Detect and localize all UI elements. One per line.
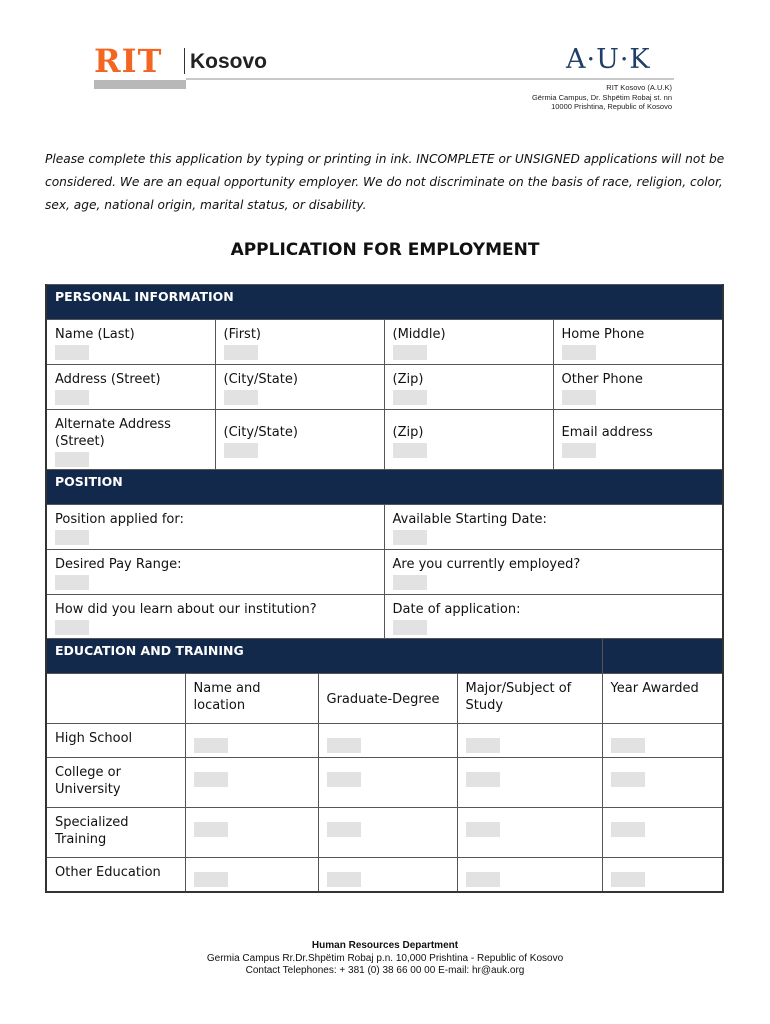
education-cell [457, 808, 602, 858]
section-heading-personal: PERSONAL INFORMATION [46, 285, 723, 320]
education-cell [185, 724, 318, 758]
cell-position-applied [46, 505, 384, 550]
label: Address (Street) [55, 372, 161, 387]
address-zip-input[interactable] [393, 390, 427, 405]
label: (First) [223, 327, 262, 342]
cell-alt-address-zip [384, 410, 553, 473]
name-first-input[interactable] [224, 345, 258, 360]
label: (City/State) [223, 425, 298, 440]
auk-address-line: Gërmia Campus, Dr. Shpëtim Robaj st. nn [531, 92, 672, 102]
cell-address-street [46, 365, 215, 410]
position-table [45, 469, 724, 641]
education-training-table [45, 638, 724, 893]
section-heading-education: EDUCATION AND TRAINING [46, 639, 602, 674]
intro-text: Please complete this application by typing or printing in ink. INCOMPLETE or UNSIGNED applications will not be considered. We are an equal opportunity employer. We do not discriminate on the basis of race, religion, color, sex, age, national origin, marital status, or disability. [45, 152, 725, 212]
education-cell [318, 724, 457, 758]
currently-employed-input[interactable] [393, 575, 427, 590]
label: Available Starting Date: [392, 512, 547, 527]
training-name-input[interactable] [194, 822, 228, 837]
cell-pay-range [46, 550, 384, 595]
header-rule [186, 78, 674, 80]
page-title: APPLICATION FOR EMPLOYMENT [230, 240, 540, 260]
pay-range-input[interactable] [55, 575, 89, 590]
college-degree-input[interactable] [327, 772, 361, 787]
alt-address-street-input[interactable] [55, 452, 89, 467]
footer-address: Germia Campus Rr.Dr.Shpëtim Robaj p.n. 10,000 Prishtina - Republic of Kosovo [206, 952, 564, 964]
auk-address-line: RIT Kosovo (A.U.K) [606, 83, 672, 92]
referral-source-input[interactable] [55, 620, 89, 635]
row-label-specialized-training: Specialized Training [46, 808, 185, 858]
personal-information-table [45, 284, 724, 473]
label: Home Phone [561, 327, 645, 342]
label: Are you currently employed? [392, 557, 581, 572]
cell-address-zip [384, 365, 553, 410]
label: Email address [561, 425, 653, 440]
cell-referral-source [46, 595, 384, 641]
other-education-year-input[interactable] [611, 872, 645, 887]
rit-logo-text: RIT [94, 42, 163, 80]
cell-application-date [384, 595, 723, 641]
cell-address-city [215, 365, 384, 410]
rit-kosovo-text: Kosovo [190, 50, 268, 73]
high-school-name-input[interactable] [194, 738, 228, 753]
cell-alt-address-street [46, 410, 215, 473]
label: (Middle) [392, 327, 446, 342]
college-major-input[interactable] [466, 772, 500, 787]
email-address-input[interactable] [562, 443, 596, 458]
label: (Zip) [392, 425, 424, 440]
position-applied-input[interactable] [55, 530, 89, 545]
label: Desired Pay Range: [55, 557, 182, 572]
row-label-high-school: High School [46, 724, 185, 758]
label: Alternate Address (Street) [55, 417, 171, 449]
label: (Zip) [392, 372, 424, 387]
cell-name-last [46, 320, 215, 365]
home-phone-input[interactable] [562, 345, 596, 360]
education-cell [602, 808, 723, 858]
label: How did you learn about our institution? [55, 602, 317, 617]
name-last-input[interactable] [55, 345, 89, 360]
cell-name-first [215, 320, 384, 365]
footer-department: Human Resources Department [311, 940, 459, 951]
cell-email-address [553, 410, 723, 473]
column-header-year-awarded: Year Awarded [602, 674, 723, 724]
start-date-input[interactable] [393, 530, 427, 545]
education-cell [602, 724, 723, 758]
education-cell [602, 758, 723, 808]
training-year-input[interactable] [611, 822, 645, 837]
label: Position applied for: [55, 512, 184, 527]
education-cell [318, 808, 457, 858]
label: Name (Last) [55, 327, 135, 342]
alt-address-zip-input[interactable] [393, 443, 427, 458]
column-header-major: Major/Subject of Study [457, 674, 602, 724]
cell-home-phone [553, 320, 723, 365]
row-label-other-education: Other Education [46, 858, 185, 893]
alt-address-city-input[interactable] [224, 443, 258, 458]
education-cell [318, 758, 457, 808]
address-street-input[interactable] [55, 390, 89, 405]
column-header-blank [46, 674, 185, 724]
education-cell [457, 758, 602, 808]
high-school-major-input[interactable] [466, 738, 500, 753]
section-heading-position: POSITION [46, 470, 723, 505]
other-education-major-input[interactable] [466, 872, 500, 887]
logo-bar [94, 80, 186, 89]
training-major-input[interactable] [466, 822, 500, 837]
education-cell [185, 858, 318, 893]
footer-contact: Contact Telephones: + 381 (0) 38 66 00 00 E-mail: hr@auk.org [245, 965, 525, 976]
other-education-degree-input[interactable] [327, 872, 361, 887]
education-cell [185, 758, 318, 808]
label: Other Phone [561, 372, 643, 387]
label: Date of application: [392, 602, 521, 617]
footer [0, 940, 770, 978]
education-cell [318, 858, 457, 893]
education-cell [185, 808, 318, 858]
column-header-name-location: Name and location [185, 674, 318, 724]
other-phone-input[interactable] [562, 390, 596, 405]
logo-divider [184, 48, 185, 74]
high-school-degree-input[interactable] [327, 738, 361, 753]
auk-address-line: 10000 Prishtina, Republic of Kosovo [551, 102, 672, 111]
application-date-input[interactable] [393, 620, 427, 635]
auk-address [532, 83, 672, 112]
cell-other-phone [553, 365, 723, 410]
college-year-input[interactable] [611, 772, 645, 787]
education-cell [457, 858, 602, 893]
other-education-name-input[interactable] [194, 872, 228, 887]
education-cell [457, 724, 602, 758]
college-name-input[interactable] [194, 772, 228, 787]
cell-currently-employed [384, 550, 723, 595]
address-city-input[interactable] [224, 390, 258, 405]
cell-start-date [384, 505, 723, 550]
cell-alt-address-city [215, 410, 384, 473]
name-middle-input[interactable] [393, 345, 427, 360]
row-label-college: College or University [46, 758, 185, 808]
section-heading-blank [602, 639, 723, 674]
auk-logo: A·U·K [566, 44, 651, 75]
label: (City/State) [223, 372, 298, 387]
training-degree-input[interactable] [327, 822, 361, 837]
column-header-graduate-degree: Graduate-Degree [318, 674, 457, 724]
education-cell [602, 858, 723, 893]
cell-name-middle [384, 320, 553, 365]
high-school-year-input[interactable] [611, 738, 645, 753]
